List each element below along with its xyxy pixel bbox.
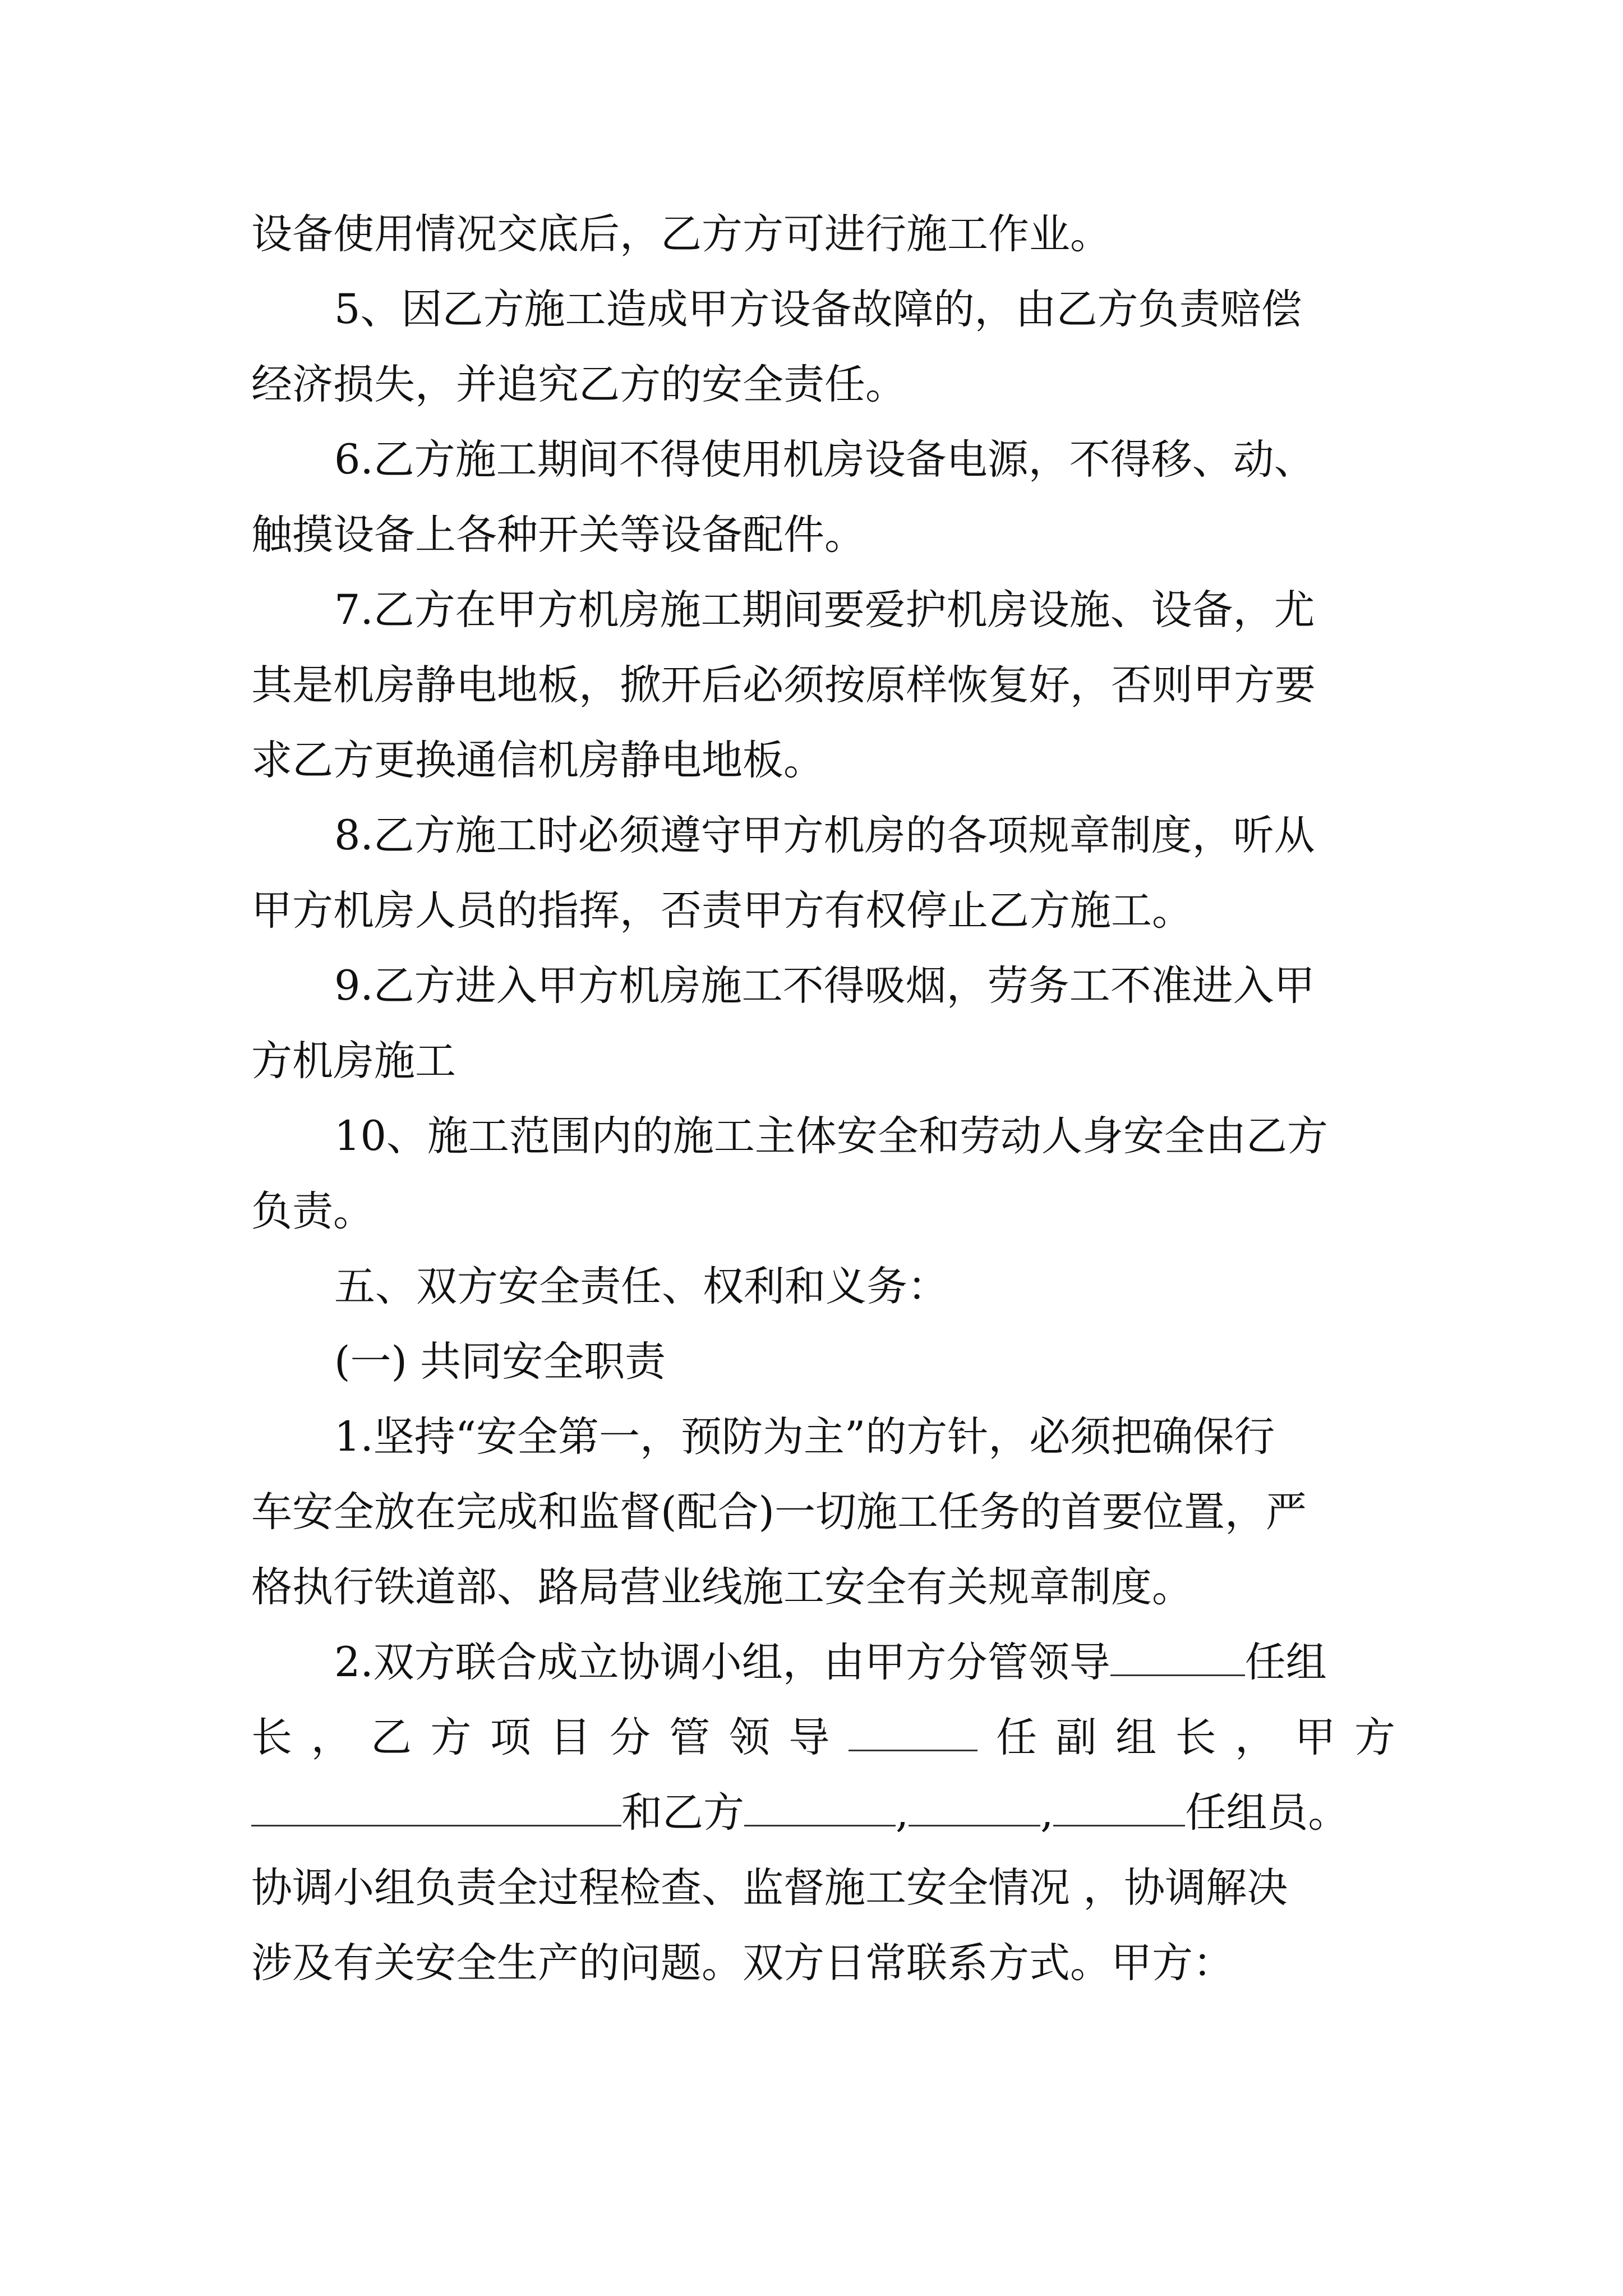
text-char: 方	[430, 1714, 472, 1761]
text-segment: 任组员。	[1185, 1789, 1349, 1837]
fill-in-blank[interactable]	[744, 1790, 896, 1826]
text-char: 长	[251, 1714, 292, 1761]
text-char: 方	[1354, 1714, 1395, 1761]
text-segment: 和乙方	[621, 1789, 744, 1837]
text-line: 6.乙方施工期间不得使用机房设备电源，不得移、动、	[334, 436, 1315, 484]
text-line: 7.乙方在甲方机房施工期间要爱护机房设施、设备，尤	[334, 586, 1315, 634]
fill-in-blank[interactable]	[909, 1790, 1040, 1826]
text-char: 导	[789, 1714, 830, 1761]
text-char: 组	[1115, 1714, 1157, 1761]
text-line: 10、施工范围内的施工主体安全和劳动人身安全由乙方	[334, 1112, 1328, 1160]
text-line: 甲方机房人员的指挥，否责甲方有权停止乙方施工。	[251, 887, 1193, 935]
text-line: 格执行铁道部、路局营业线施工安全有关规章制度。	[251, 1563, 1193, 1611]
text-line: 方机房施工	[251, 1037, 456, 1085]
text-line: 9.乙方进入甲方机房施工不得吸烟，劳务工不准进入甲	[334, 962, 1315, 1010]
text-line	[251, 1710, 1395, 1766]
fill-in-blank[interactable]	[1110, 1640, 1245, 1676]
fill-in-blank[interactable]	[1053, 1790, 1185, 1826]
subsection-heading: (一) 共同安全职责	[334, 1338, 666, 1386]
text-segment: 任组	[1244, 1639, 1327, 1686]
text-segment: 2.双方联合成立协调小组，由甲方分管领导	[334, 1639, 1110, 1686]
text-char: 项	[490, 1714, 531, 1761]
text-char: ，	[311, 1714, 352, 1761]
text-line: 求乙方更换通信机房静电地板。	[251, 737, 824, 784]
text-char: 领	[728, 1714, 770, 1761]
text-line: 触摸设备上各种开关等设备配件。	[251, 511, 865, 559]
text-line: 其是机房静电地板，掀开后必须按原样恢复好，否则甲方要	[251, 661, 1316, 709]
text-char: 任	[996, 1714, 1038, 1761]
section-heading: 五、双方安全责任、权利和义务：	[334, 1263, 948, 1310]
text-char: 乙	[370, 1714, 412, 1761]
text-segment: ,	[1040, 1789, 1054, 1837]
text-line	[251, 1785, 1349, 1841]
text-char: 甲	[1294, 1714, 1336, 1761]
text-char: 副	[1055, 1714, 1097, 1761]
fill-in-blank[interactable]	[849, 1715, 978, 1751]
text-line: 涉及有关安全生产的问题。双方日常联系方式。甲方：	[251, 1939, 1234, 1987]
text-char: 管	[669, 1714, 711, 1761]
text-line: 5、因乙方施工造成甲方设备故障的，由乙方负责赔偿	[334, 286, 1302, 333]
text-line: 经济损失，并追究乙方的安全责任。	[251, 361, 906, 408]
text-char: 长	[1175, 1714, 1216, 1761]
text-char: ，	[1235, 1714, 1276, 1761]
text-line: 车安全放在完成和监督(配合)一切施工任务的首要位置，严	[251, 1488, 1307, 1536]
text-char: 分	[609, 1714, 651, 1761]
text-char: 目	[550, 1714, 591, 1761]
text-segment: ,	[896, 1789, 909, 1837]
text-line: 负责。	[251, 1188, 374, 1235]
text-line: 设备使用情况交底后，乙方方可进行施工作业。	[251, 210, 1111, 258]
text-line: 1.坚持“安全第一，预防为主”的方针，必须把确保行	[334, 1413, 1275, 1461]
text-line	[334, 1635, 1327, 1691]
fill-in-blank[interactable]	[251, 1790, 621, 1826]
text-line: 协调小组负责全过程检查、监督施工安全情况 ，协调解决	[251, 1864, 1288, 1912]
text-line: 8.乙方施工时必须遵守甲方机房的各项规章制度，听从	[334, 812, 1315, 859]
